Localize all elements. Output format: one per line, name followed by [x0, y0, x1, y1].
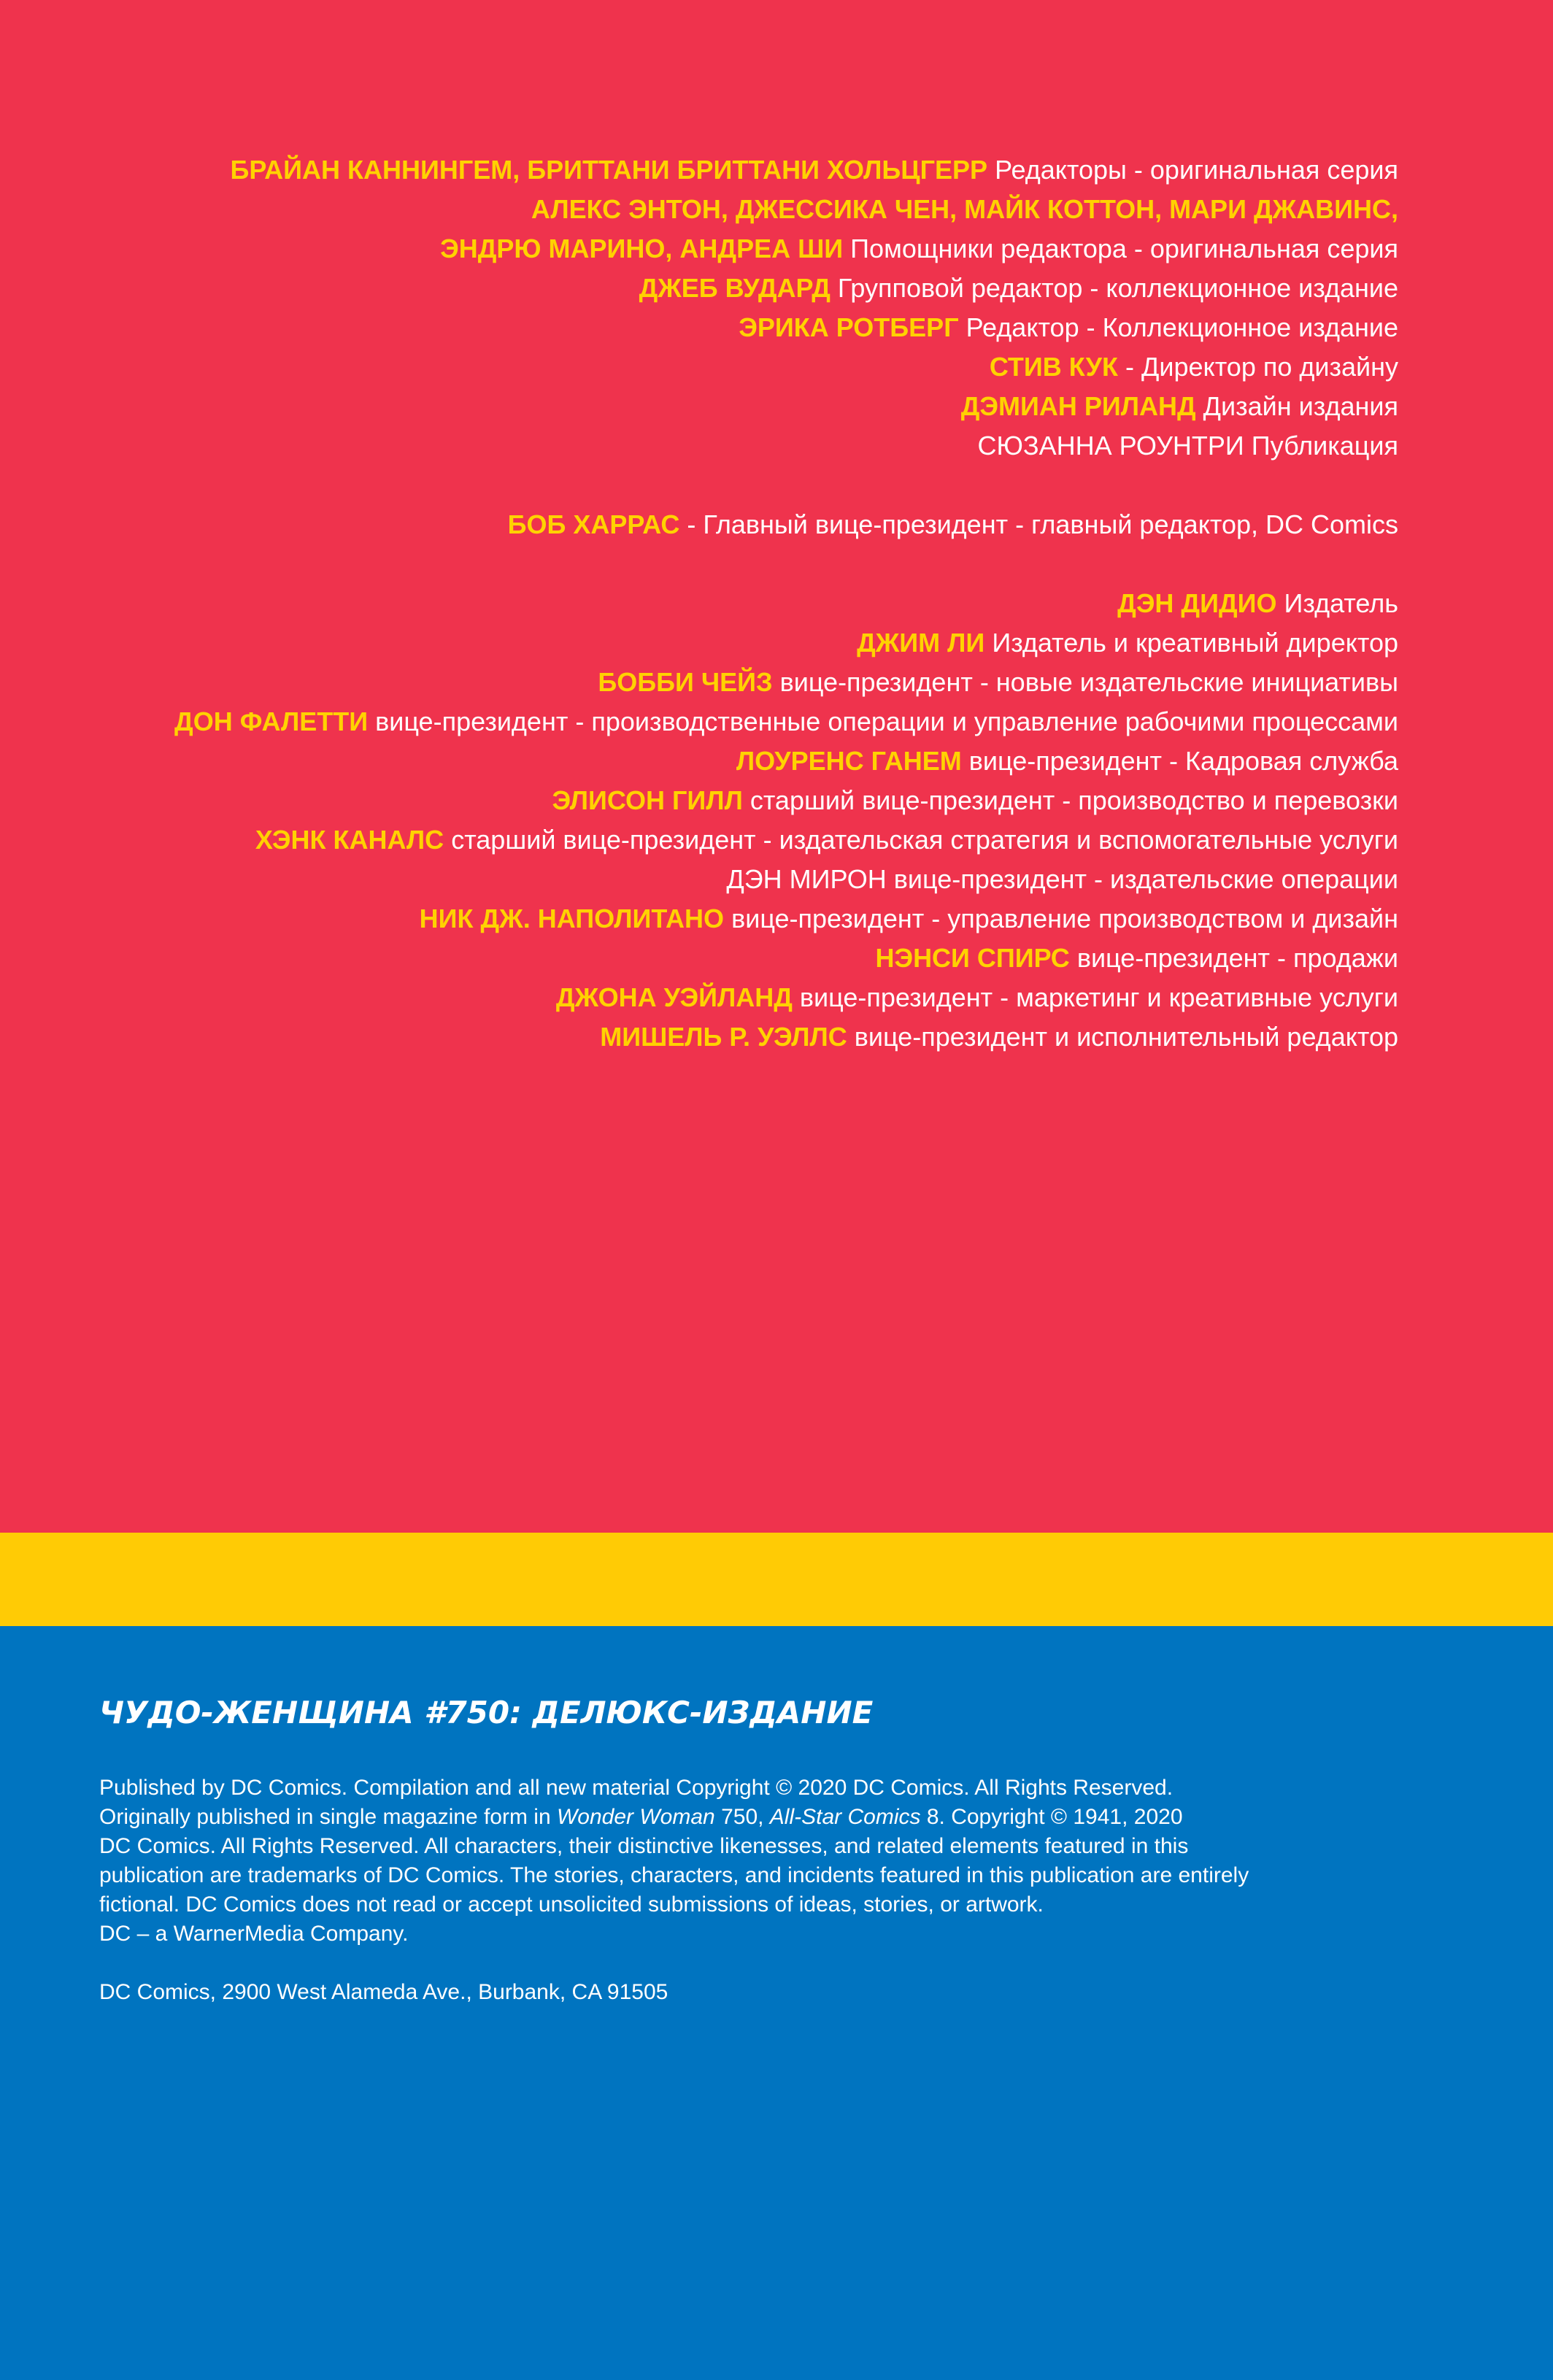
credit-line	[0, 584, 1398, 623]
credits-spacer	[0, 544, 1398, 584]
legal-line	[99, 1803, 1442, 1832]
credit-line	[0, 820, 1398, 860]
credit-role: ДЭН МИРОН вице-президент - издательские операции	[726, 864, 1398, 894]
legal-line: DC – a WarnerMedia Company.	[99, 1922, 409, 1946]
credit-line	[0, 1017, 1398, 1057]
credit-name: МИШЕЛЬ Р. УЭЛЛС	[600, 1022, 847, 1052]
legal-text: 8. Copyright © 1941, 2020	[920, 1805, 1183, 1829]
credit-role: старший вице-президент - производство и перевозки	[749, 785, 1398, 815]
legal-line: fictional. DC Comics does not read or accept unsolicited submissions of ideas, stories, or artwork.	[99, 1892, 1044, 1917]
credit-line	[0, 308, 1398, 347]
credit-role: Издатель	[1284, 588, 1398, 618]
credit-role: Дизайн издания	[1203, 391, 1398, 421]
yellow-stripe	[0, 1533, 1553, 1626]
credit-name: ДЖОНА УЭЙЛАНД	[555, 982, 793, 1012]
credit-role: вице-президент - новые издательские инициативы	[779, 667, 1398, 697]
book-title: ЧУДО-ЖЕНЩИНА #750: ДЕЛЮКС-ИЗДАНИЕ	[99, 1695, 874, 1730]
credit-line	[0, 978, 1398, 1017]
credit-name: БОБ ХАРРАС	[507, 509, 680, 539]
credit-role: старший вице-президент - издательская стратегия и вспомогательные услуги	[451, 825, 1398, 855]
credit-name: ХЭНК КАНАЛС	[255, 825, 444, 855]
credit-role: - Директор по дизайну	[1125, 352, 1398, 382]
credit-line	[0, 742, 1398, 781]
credit-role: Групповой редактор - коллекционное издание	[837, 273, 1398, 303]
credit-line	[0, 860, 1398, 899]
legal-title-all-star-comics: All-Star Comics	[769, 1805, 921, 1829]
legal-line: Published by DC Comics. Compilation and all new material Copyright © 2020 DC Comics. All Rights Reserved.	[99, 1776, 1174, 1800]
credit-line	[0, 387, 1398, 426]
credit-role: вице-президент - продажи	[1076, 943, 1398, 973]
credit-line	[0, 939, 1398, 978]
credit-line	[0, 426, 1398, 466]
credit-line	[0, 269, 1398, 308]
credit-role: вице-президент - Кадровая служба	[968, 746, 1398, 776]
credit-name: ЭНДРЮ МАРИНО, АНДРЕА ШИ	[440, 234, 844, 263]
credit-role: - Главный вице-президент - главный редактор, DC Comics	[687, 509, 1398, 539]
credits-list	[0, 150, 1398, 1057]
credit-role: Редакторы - оригинальная серия	[995, 155, 1398, 185]
credit-role: Помощники редактора - оригинальная серия	[850, 234, 1398, 263]
credit-line	[0, 347, 1398, 387]
credit-name: СТИВ КУК	[989, 352, 1119, 382]
credit-line	[0, 623, 1398, 663]
credit-line	[0, 702, 1398, 742]
legal-line: DC Comics. All Rights Reserved. All characters, their distinctive likenesses, and related elements featured in this	[99, 1834, 1189, 1858]
legal-notice	[99, 1774, 1442, 2007]
publisher-address: DC Comics, 2900 West Alameda Ave., Burbank, CA 91505	[99, 1980, 668, 2004]
credit-role: вице-президент - управление производством и дизайн	[731, 904, 1398, 933]
legal-title-wonder-woman: Wonder Woman	[556, 1805, 715, 1829]
credit-name: ДЖИМ ЛИ	[857, 628, 985, 658]
credit-line	[0, 190, 1398, 229]
legal-text: 750,	[714, 1805, 770, 1829]
credits-spacer	[0, 466, 1398, 505]
credit-role: Редактор - Коллекционное издание	[966, 312, 1398, 342]
credit-line	[0, 150, 1398, 190]
credit-name: ДЖЕБ ВУДАРД	[639, 273, 831, 303]
credit-name: ЛОУРЕНС ГАНЕМ	[736, 746, 962, 776]
credit-line	[0, 505, 1398, 544]
credit-name: ДЭМИАН РИЛАНД	[960, 391, 1196, 421]
credit-name: НИК ДЖ. НАПОЛИТАНО	[419, 904, 725, 933]
legal-text: Originally published in single magazine form in	[99, 1805, 557, 1829]
credit-name: АЛЕКС ЭНТОН, ДЖЕССИКА ЧЕН, МАЙК КОТТОН, МАРИ ДЖАВИНС,	[531, 194, 1398, 224]
credit-role: вице-президент - маркетинг и креативные услуги	[799, 982, 1398, 1012]
credit-name: НЭНСИ СПИРС	[875, 943, 1070, 973]
credit-name: ЭРИКА РОТБЕРГ	[739, 312, 959, 342]
credit-role: вице-президент и исполнительный редактор	[854, 1022, 1398, 1052]
credit-name: БОББИ ЧЕЙЗ	[598, 667, 773, 697]
credit-name: БРАЙАН КАННИНГЕМ, БРИТТАНИ БРИТТАНИ ХОЛЬЦГЕРР	[230, 155, 988, 185]
credit-name: ЭЛИСОН ГИЛЛ	[552, 785, 743, 815]
credit-role: Издатель и креативный директор	[992, 628, 1398, 658]
credit-name: ДОН ФАЛЕТТИ	[174, 706, 369, 736]
credit-line	[0, 229, 1398, 269]
legal-gap	[99, 1949, 1442, 1978]
legal-line: publication are trademarks of DC Comics. The stories, characters, and incidents featured in this publication are entirely	[99, 1863, 1249, 1887]
credit-line	[0, 899, 1398, 939]
credit-role: вице-президент - производственные операции и управление рабочими процессами	[375, 706, 1398, 736]
credit-role: СЮЗАННА РОУНТРИ Публикация	[977, 431, 1398, 461]
credit-name: ДЭН ДИДИО	[1117, 588, 1277, 618]
credit-line	[0, 663, 1398, 702]
credit-line	[0, 781, 1398, 820]
